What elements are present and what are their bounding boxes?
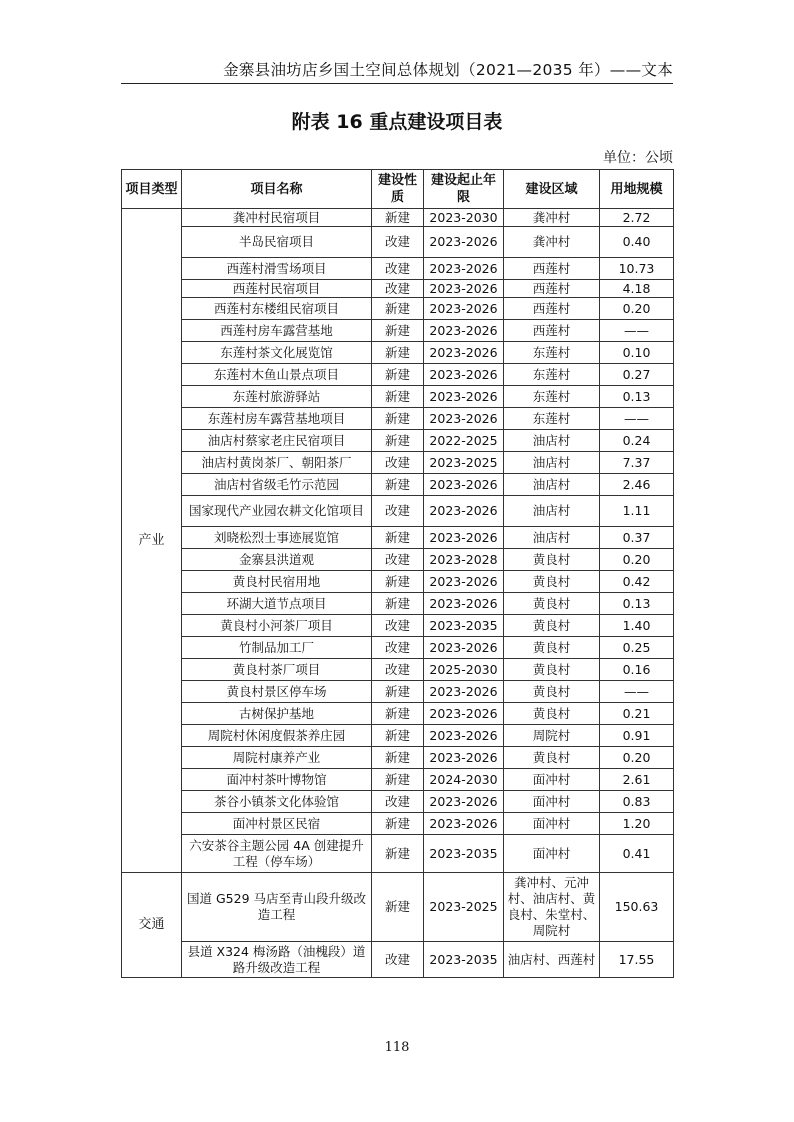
cell-period: 2023-2035 [424,615,504,637]
cell-scale: 7.37 [600,452,674,474]
cell-name: 周院村康养产业 [182,747,372,769]
cell-area: 黄良村 [504,747,600,769]
cell-period: 2023-2026 [424,227,504,258]
cell-name: 古树保护基地 [182,703,372,725]
cell-scale: 0.27 [600,364,674,386]
cell-area: 油店村 [504,496,600,527]
table-row [122,681,674,703]
cell-scale: 17.55 [600,942,674,978]
cell-scale: 0.20 [600,298,674,320]
cell-scale: 2.46 [600,474,674,496]
cell-scale: 0.20 [600,747,674,769]
cell-nature: 新建 [372,769,424,791]
cell-period: 2023-2025 [424,873,504,942]
cell-period: 2023-2026 [424,280,504,298]
cell-name: 县道 X324 梅汤路（油槐段）道路升级改造工程 [182,942,372,978]
category-cell: 产业 [122,209,182,873]
cell-period: 2023-2026 [424,474,504,496]
cell-nature: 新建 [372,474,424,496]
cell-period: 2024-2030 [424,769,504,791]
cell-period: 2023-2026 [424,298,504,320]
cell-name: 国道 G529 马店至青山段升级改造工程 [182,873,372,942]
cell-period: 2022-2025 [424,430,504,452]
cell-area: 油店村、西莲村 [504,942,600,978]
cell-nature: 改建 [372,615,424,637]
cell-scale: 0.83 [600,791,674,813]
table-row [122,496,674,527]
cell-period: 2023-2026 [424,386,504,408]
cell-nature: 新建 [372,364,424,386]
cell-nature: 新建 [372,298,424,320]
cell-period: 2023-2030 [424,209,504,227]
cell-nature: 改建 [372,549,424,571]
cell-period: 2023-2035 [424,942,504,978]
cell-area: 周院村 [504,725,600,747]
header-nature: 建设性质 [372,170,424,209]
cell-scale: 0.16 [600,659,674,681]
cell-scale: 0.91 [600,725,674,747]
cell-scale: 0.24 [600,430,674,452]
cell-period: 2023-2026 [424,813,504,835]
cell-nature: 新建 [372,747,424,769]
table-row [122,209,674,227]
cell-scale: 0.10 [600,342,674,364]
cell-nature: 改建 [372,280,424,298]
cell-area: 东莲村 [504,408,600,430]
cell-period: 2023-2026 [424,593,504,615]
running-header: 金寨县油坊店乡国土空间总体规划（2021—2035 年）——文本 [223,61,673,79]
cell-area: 油店村 [504,474,600,496]
cell-nature: 改建 [372,258,424,280]
cell-period: 2023-2026 [424,637,504,659]
header-name: 项目名称 [182,170,372,209]
unit-label: 单位：公顷 [603,150,673,166]
cell-area: 油店村 [504,430,600,452]
cell-area: 西莲村 [504,320,600,342]
table-row [122,408,674,430]
cell-scale: 10.73 [600,258,674,280]
cell-scale: 4.18 [600,280,674,298]
table-row [122,280,674,298]
cell-period: 2023-2026 [424,320,504,342]
category-cell: 交通 [122,873,182,978]
project-table [121,169,674,978]
cell-area: 面冲村 [504,791,600,813]
cell-name: 西莲村滑雪场项目 [182,258,372,280]
cell-nature: 新建 [372,835,424,873]
table-row [122,386,674,408]
cell-area: 黄良村 [504,549,600,571]
cell-name: 东莲村房车露营基地项目 [182,408,372,430]
cell-nature: 新建 [372,873,424,942]
cell-scale: —— [600,681,674,703]
table-row [122,342,674,364]
cell-period: 2023-2035 [424,835,504,873]
table-row [122,474,674,496]
page-number: 118 [384,1040,410,1055]
cell-area: 黄良村 [504,637,600,659]
table-body [122,209,674,978]
cell-name: 黄良村茶厂项目 [182,659,372,681]
cell-name: 黄良村民宿用地 [182,571,372,593]
cell-period: 2023-2026 [424,527,504,549]
cell-name: 茶谷小镇茶文化体验馆 [182,791,372,813]
table-row [122,873,674,942]
cell-scale: 2.72 [600,209,674,227]
cell-name: 黄良村景区停车场 [182,681,372,703]
header-rule [121,83,673,84]
cell-scale: 0.42 [600,571,674,593]
table-row [122,615,674,637]
cell-scale: 0.20 [600,549,674,571]
cell-nature: 新建 [372,725,424,747]
cell-nature: 新建 [372,527,424,549]
cell-nature: 新建 [372,430,424,452]
cell-area: 东莲村 [504,386,600,408]
table-row [122,549,674,571]
cell-period: 2023-2026 [424,747,504,769]
cell-area: 黄良村 [504,681,600,703]
table-row [122,725,674,747]
cell-area: 西莲村 [504,258,600,280]
cell-area: 西莲村 [504,280,600,298]
cell-nature: 新建 [372,320,424,342]
cell-name: 刘晓松烈士事迹展览馆 [182,527,372,549]
cell-nature: 改建 [372,496,424,527]
cell-name: 东莲村木鱼山景点项目 [182,364,372,386]
table-row [122,769,674,791]
cell-name: 东莲村旅游驿站 [182,386,372,408]
table-row [122,791,674,813]
cell-scale: 0.21 [600,703,674,725]
cell-name: 面冲村茶叶博物馆 [182,769,372,791]
cell-nature: 改建 [372,942,424,978]
cell-area: 东莲村 [504,342,600,364]
cell-nature: 新建 [372,571,424,593]
cell-area: 油店村 [504,452,600,474]
table-row [122,258,674,280]
cell-nature: 新建 [372,813,424,835]
cell-area: 龚冲村、元冲村、油店村、黄良村、朱堂村、周院村 [504,873,600,942]
cell-area: 龚冲村 [504,209,600,227]
header-area: 建设区域 [504,170,600,209]
cell-scale: 0.13 [600,386,674,408]
table-row [122,593,674,615]
table-row [122,430,674,452]
table-row [122,298,674,320]
cell-nature: 新建 [372,681,424,703]
cell-scale: 0.40 [600,227,674,258]
table-header-row [122,170,674,209]
cell-name: 西莲村民宿项目 [182,280,372,298]
cell-name: 金寨县洪道观 [182,549,372,571]
cell-scale: —— [600,320,674,342]
cell-scale: 0.37 [600,527,674,549]
cell-period: 2023-2026 [424,681,504,703]
cell-period: 2023-2026 [424,258,504,280]
cell-area: 黄良村 [504,593,600,615]
cell-scale: 1.40 [600,615,674,637]
cell-area: 面冲村 [504,813,600,835]
cell-name: 面冲村景区民宿 [182,813,372,835]
cell-name: 国家现代产业园农耕文化馆项目 [182,496,372,527]
table-row [122,452,674,474]
table-row [122,835,674,873]
cell-nature: 改建 [372,637,424,659]
cell-name: 环湖大道节点项目 [182,593,372,615]
table-row [122,571,674,593]
cell-scale: 1.20 [600,813,674,835]
cell-name: 东莲村茶文化展览馆 [182,342,372,364]
cell-nature: 新建 [372,593,424,615]
cell-period: 2023-2026 [424,791,504,813]
cell-name: 六安茶谷主题公园 4A 创建提升工程（停车场） [182,835,372,873]
cell-period: 2023-2026 [424,571,504,593]
cell-area: 西莲村 [504,298,600,320]
cell-nature: 新建 [372,209,424,227]
cell-name: 油店村黄岗茶厂、朝阳茶厂 [182,452,372,474]
cell-scale: 0.25 [600,637,674,659]
cell-period: 2023-2026 [424,364,504,386]
cell-name: 竹制品加工厂 [182,637,372,659]
cell-nature: 改建 [372,659,424,681]
cell-period: 2023-2026 [424,408,504,430]
table-row [122,659,674,681]
cell-nature: 新建 [372,386,424,408]
cell-area: 黄良村 [504,659,600,681]
page-title: 附表 16 重点建设项目表 [291,111,503,133]
cell-name: 油店村蔡家老庄民宿项目 [182,430,372,452]
cell-area: 油店村 [504,527,600,549]
cell-scale: 0.13 [600,593,674,615]
cell-period: 2023-2025 [424,452,504,474]
cell-nature: 新建 [372,408,424,430]
cell-name: 西莲村房车露营基地 [182,320,372,342]
cell-area: 黄良村 [504,571,600,593]
cell-period: 2023-2026 [424,342,504,364]
cell-nature: 新建 [372,342,424,364]
cell-name: 西莲村东楼组民宿项目 [182,298,372,320]
header-scale: 用地规模 [600,170,674,209]
cell-nature: 改建 [372,227,424,258]
table-row [122,703,674,725]
cell-name: 黄良村小河茶厂项目 [182,615,372,637]
table-row [122,747,674,769]
table-row [122,227,674,258]
cell-area: 东莲村 [504,364,600,386]
cell-name: 龚冲村民宿项目 [182,209,372,227]
cell-area: 黄良村 [504,703,600,725]
header-period: 建设起止年限 [424,170,504,209]
cell-scale: 150.63 [600,873,674,942]
cell-period: 2023-2028 [424,549,504,571]
cell-nature: 新建 [372,703,424,725]
header-type: 项目类型 [122,170,182,209]
cell-scale: —— [600,408,674,430]
table-row [122,942,674,978]
table-row [122,527,674,549]
table-row [122,637,674,659]
cell-period: 2023-2026 [424,496,504,527]
table-row [122,364,674,386]
table-row [122,813,674,835]
cell-period: 2025-2030 [424,659,504,681]
cell-area: 面冲村 [504,835,600,873]
cell-area: 面冲村 [504,769,600,791]
cell-area: 龚冲村 [504,227,600,258]
cell-name: 油店村省级毛竹示范园 [182,474,372,496]
cell-scale: 0.41 [600,835,674,873]
table-row [122,320,674,342]
cell-scale: 1.11 [600,496,674,527]
cell-period: 2023-2026 [424,725,504,747]
cell-name: 周院村休闲度假茶养庄园 [182,725,372,747]
cell-nature: 改建 [372,452,424,474]
cell-name: 半岛民宿项目 [182,227,372,258]
cell-area: 黄良村 [504,615,600,637]
cell-nature: 改建 [372,791,424,813]
cell-period: 2023-2026 [424,703,504,725]
cell-scale: 2.61 [600,769,674,791]
